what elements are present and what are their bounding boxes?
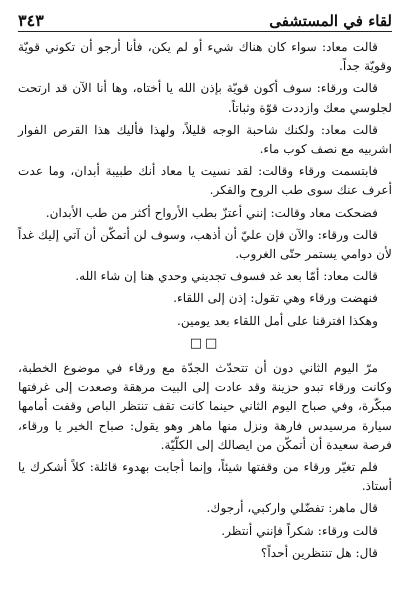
paragraph: قالت ورقاء: والآن فإن عليّ أن أذهب، وسوف لن أتمكّن أن آتي إليك غداً لأن دوامي يستمر حتّى الغروب. <box>18 227 392 262</box>
page-body <box>18 38 392 585</box>
paragraph: وهكذا افترقنا على أمل اللقاء بعد يومين. <box>177 313 378 328</box>
paragraph: فابتسمت ورقاء وقالت: لقد نسيت يا معاد أنك طبيبة أبدان، وما عدت أعرف عنك سوى طب الروح والفكر. <box>18 164 392 198</box>
paragraph: قال: هل تنتظرين أحداً؟ <box>260 545 378 560</box>
paragraph: فضحكت معاد وقالت: إنني أعتزّ بطب الأرواح أكثر من طب الأبدان. <box>45 205 378 220</box>
header-rule <box>18 31 392 32</box>
paragraph: قالت معاد: أمّا بعد غد فسوف تجديني وحدي هنا إن شاء الله. <box>75 269 378 284</box>
paragraph: قال ماهر: تفضّلي واركبي، أرجوك. <box>206 501 378 516</box>
paragraph: فنهضت ورقاء وهي تقول: إذن إلى اللقاء. <box>173 291 378 306</box>
paragraph: قالت ورقاء: شكراً فإنني أنتظر. <box>221 523 378 538</box>
paragraph: قالت معاد: ولكنك شاحبة الوجه قليلاً، ولهذا فأليك هذا القرص الفوار اشربيه مع نصف كوب ماء. <box>18 122 392 157</box>
page-header <box>18 8 392 30</box>
paragraph: فلم تغيّر ورقاء من وقفتها شيئاً، وإنما أجابت بهدوء قائلة: كلاً أشكرك يا أستاذ. <box>18 460 392 494</box>
paragraph: قالت ورقاء: سوف أكون قويّة بإذن الله يا أختاه، وها أنا الآن قد ارتحت لجلوسي معك وازددت قوّة وثباتاً. <box>18 81 392 115</box>
paragraph: قالت معاد: سواء كان هناك شيء أو لم يكن، فأنا أرجو أن تكوني قويّة وقويّة جداً. <box>18 40 392 74</box>
section-separator: □□ <box>189 335 221 351</box>
book-title: لقاء في المستشفى <box>269 12 392 30</box>
page-number: ٣٤٣ <box>18 11 44 30</box>
paragraph: مرّ اليوم الثاني دون أن تتحدّث الجدّة مع ورقاء في موضوع الخطبة، وكانت ورقاء تبدو حزينة وقد عادت إلى البيت مرهقة وصعدت إلى غرفتها مبكّرة، وفي صباح اليوم الثاني حينما كانت تقف تنتظر الباص وقفت أمامها سيارة مرسيدس فارهة ونزل منها ماهر وهو يقول: صباح الخير يا ورقاء، فرصة سعيدة أن أتمكّن من ايصالك إلى الكلّيّة. <box>18 361 392 452</box>
